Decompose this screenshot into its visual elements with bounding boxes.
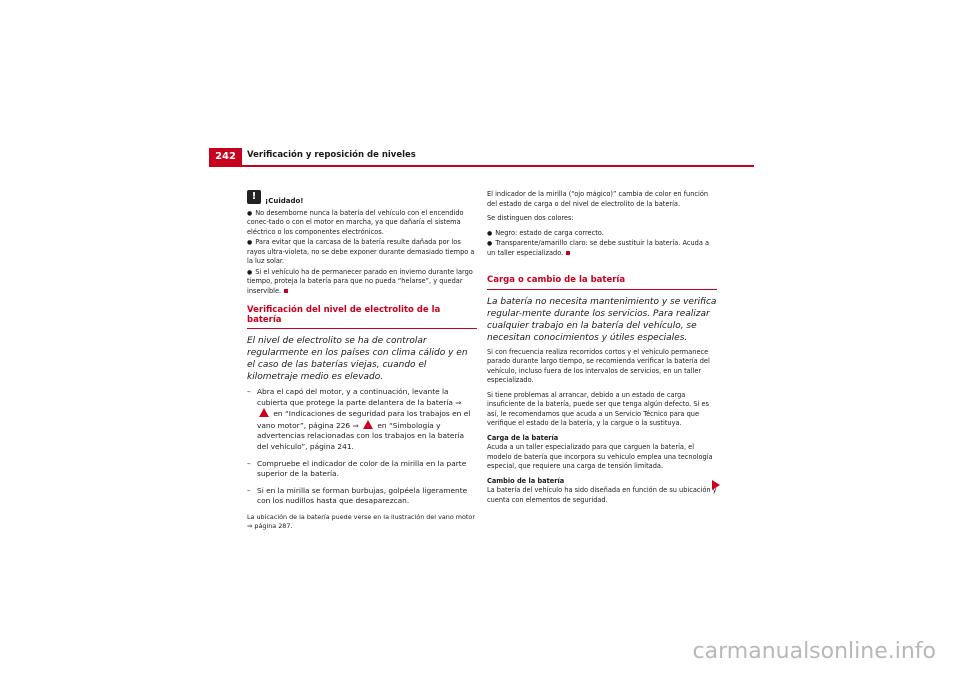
section-title-electrolyte: Verificación del nivel de electrolito de la batería [247, 306, 477, 329]
header-rule [209, 165, 754, 167]
right-column [487, 190, 717, 510]
page-number: 242 [209, 148, 242, 166]
color-bullet: ● Transparente/amarillo claro: se debe sustituir la batería. Acuda a un taller especializado. [487, 239, 710, 257]
end-mark-icon [566, 251, 570, 255]
warning-triangle-icon [259, 408, 269, 417]
subheading: Carga de la batería [487, 433, 559, 442]
caution-bullet: ● Para evitar que la carcasa de la batería resulte dañada por los rayos ultra-violeta, no se debe exponer durante demasiado tiempo a la luz solar. [247, 238, 475, 265]
step-item: – Abra el capó del motor, y a continuación, levante la cubierta que protege la parte delantera de la batería ⇒ en “Indicaciones de seguridad para los trabajos en el vano motor”, página 226 ⇒ en “Simbología y advertencias relacionadas con los trabajos en la batería del vehículo”, página 241. [247, 387, 471, 451]
step-item: – Si en la mirilla se forman burbujas, golpéela ligeramente con los nudillos hasta que desaparezcan. [247, 485, 468, 506]
bullet-dot-icon: ● [247, 239, 253, 246]
paragraph: La batería del vehículo ha sido diseñada en función de su ubicación y cuenta con elementos de seguridad. [487, 486, 717, 504]
caution-bullet: ● No desemborne nunca la batería del vehículo con el encendido conec-tado o con el motor en marcha, ya que dañaría el sistema eléctrico o los componentes electrónicos. [247, 208, 464, 236]
paragraph: El indicador de la mirilla (“ojo mágico)” cambia de color en función del estado de carga o del nivel de electrolito de la batería. [487, 190, 709, 208]
bullet-dot-icon: ● [487, 240, 493, 247]
note-text: La ubicación de la batería puede verse en la ilustración del vano motor ⇒ página 287. [247, 512, 475, 530]
left-column [247, 190, 477, 531]
next-page-arrow-icon [712, 480, 720, 490]
watermark: carmanualsonline.info [692, 639, 936, 664]
subheading: Cambio de la batería [487, 476, 565, 485]
paragraph: Si tiene problemas al arrancar, debido a un estado de carga insuficiente de la batería, puede ser que tenga algún defecto. Si es así, le recomendamos que acuda a un Servicio Técnico para que verifique el estado de la batería, y la cargue o la sustituya. [487, 390, 709, 427]
section-intro-electrolyte: El nivel de electrolito se ha de controlar regularmente en los países con clima cálido y en el caso de las baterías viejas, cuando el kilometraje medio es elevado. [247, 336, 468, 382]
caution-bullet: ● Si el vehículo ha de permanecer parado en invierno durante largo tiempo, proteja la batería para que no pueda “helarse”, y quedar inservible. [247, 267, 473, 295]
paragraph: Acuda a un taller especializado para que carguen la batería, el modelo de batería que incorpora su vehículo emplea una tecnología especial, que requiere una carga de tensión limitada. [487, 443, 713, 470]
paragraph: Si con frecuencia realiza recorridos cortos y el vehículo permanece parado durante largo tiempo, se recomienda verificar la batería del vehículo, incluso fuera de los intervalos de servicios, en un taller especializado. [487, 347, 710, 384]
exclamation-icon: ! [247, 190, 261, 204]
bullet-dot-icon: ● [247, 209, 253, 217]
section-intro-battery-charge: La batería no necesita mantenimiento y se verifica regular-mente durante los servicios. Para realizar cualquier trabajo en la batería del vehículo, se necesitan conocimientos y útiles especiales. [487, 296, 717, 343]
bullet-dot-icon: ● [487, 229, 493, 237]
caution-title: ¡Cuidado! [265, 197, 304, 205]
color-bullet: ● Negro: estado de carga correcto. [487, 228, 604, 237]
bullet-dot-icon: ● [247, 268, 253, 276]
running-title: Verificación y reposición de niveles [247, 150, 416, 160]
step-item: – Compruebe el indicador de color de la mirilla en la parte superior de la batería. [247, 458, 467, 479]
caution-box [247, 190, 477, 296]
section-title-battery-charge: Carga o cambio de la batería [487, 276, 717, 290]
warning-triangle-icon [363, 420, 373, 429]
paragraph: Se distinguen dos colores: [487, 214, 574, 222]
end-mark-icon [284, 289, 288, 293]
